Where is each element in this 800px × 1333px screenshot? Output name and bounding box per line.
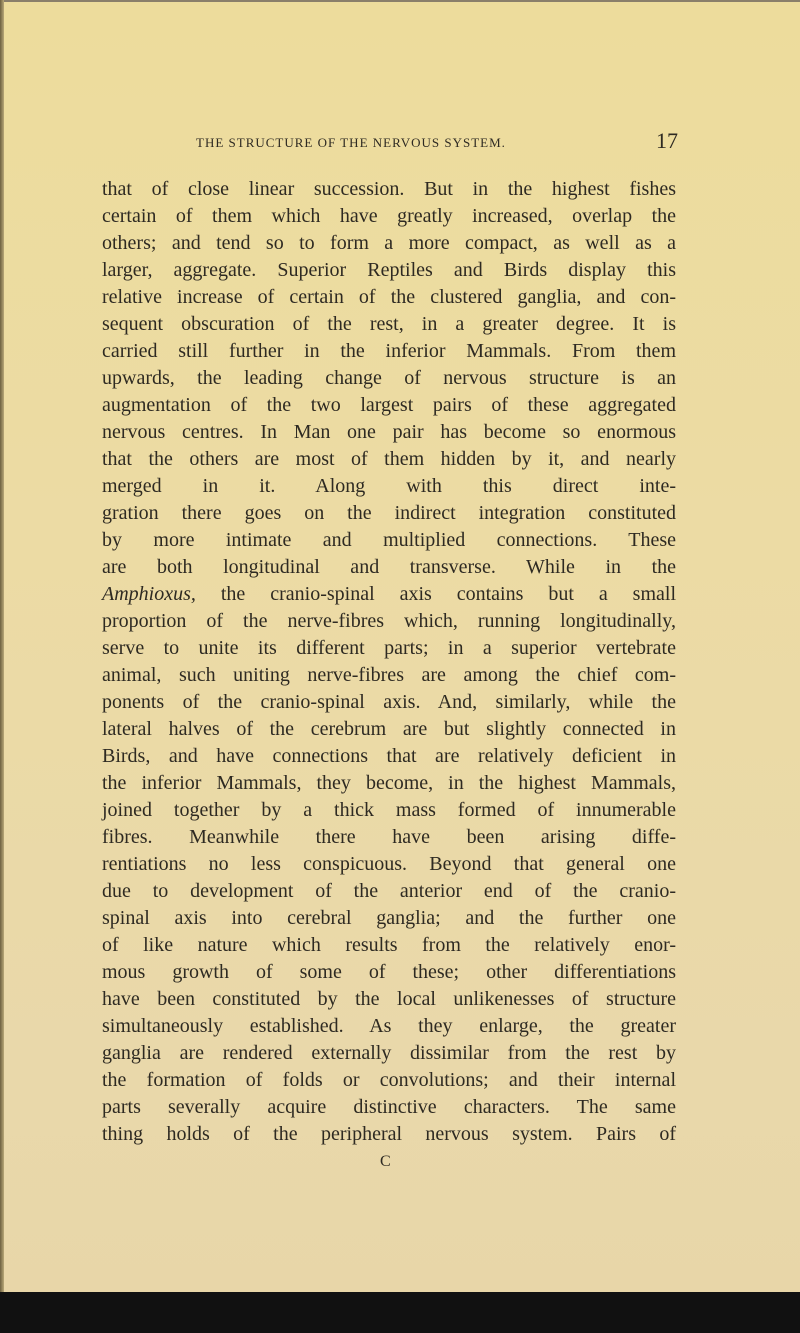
text-line: of like nature which results from the relatively enor- — [102, 934, 676, 956]
body-text — [102, 176, 676, 1148]
page-top-edge — [0, 0, 800, 2]
text-line: thing holds of the peripheral nervous system. Pairs of — [102, 1123, 676, 1145]
text-line: simultaneously established. As they enlarge, the greater — [102, 1015, 676, 1037]
text-line: the inferior Mammals, they become, in the highest Mammals, — [102, 772, 676, 794]
text-line: are both longitudinal and transverse. While in the — [102, 556, 676, 578]
text-line: merged in it. Along with this direct inte- — [102, 475, 676, 497]
text-line: that of close linear succession. But in the highest fishes — [102, 178, 676, 200]
text-line: sequent obscuration of the rest, in a greater degree. It is — [102, 313, 676, 335]
text-line: rentiations no less conspicuous. Beyond that general one — [102, 853, 676, 875]
page-binding-edge — [0, 0, 4, 1292]
text-line: fibres. Meanwhile there have been arising diffe- — [102, 826, 676, 848]
text-line: larger, aggregate. Superior Reptiles and Birds display this — [102, 259, 676, 281]
line-text: the cranio-spinal axis contains but a small — [195, 583, 676, 605]
text-line: nervous centres. In Man one pair has become so enormous — [102, 421, 676, 443]
signature-mark: C — [380, 1153, 391, 1170]
text-line: have been constituted by the local unlikenesses of structure — [102, 988, 676, 1010]
text-line: augmentation of the two largest pairs of these aggregated — [102, 394, 676, 416]
text-line: animal, such uniting nerve-fibres are among the chief com- — [102, 664, 676, 686]
italic-term: Amphioxus, — [102, 583, 196, 605]
text-line: spinal axis into cerebral ganglia; and the further one — [102, 907, 676, 929]
text-line: that the others are most of them hidden by it, and nearly — [102, 448, 676, 470]
text-line: others; and tend so to form a more compact, as well as a — [102, 232, 676, 254]
text-line: ponents of the cranio-spinal axis. And, similarly, while the — [102, 691, 676, 713]
text-line: serve to unite its different parts; in a superior vertebrate — [102, 637, 676, 659]
text-line: parts severally acquire distinctive characters. The same — [102, 1096, 676, 1118]
text-line: by more intimate and multiplied connections. These — [102, 529, 676, 551]
text-line: certain of them which have greatly increased, overlap the — [102, 205, 676, 227]
text-line: the formation of folds or convolutions; and their internal — [102, 1069, 676, 1091]
text-line: joined together by a thick mass formed of innumerable — [102, 799, 676, 821]
text-line — [102, 581, 676, 608]
text-line: gration there goes on the indirect integration constituted — [102, 502, 676, 524]
text-line: upwards, the leading change of nervous structure is an — [102, 367, 676, 389]
text-line: relative increase of certain of the clustered ganglia, and con- — [102, 286, 676, 308]
text-line: carried still further in the inferior Mammals. From them — [102, 340, 676, 362]
text-line: mous growth of some of these; other differentiations — [102, 961, 676, 983]
page-header — [196, 128, 678, 156]
text-line: lateral halves of the cerebrum are but slightly connected in — [102, 718, 676, 740]
text-line: Birds, and have connections that are relatively deficient in — [102, 745, 676, 767]
text-line: ganglia are rendered externally dissimilar from the rest by — [102, 1042, 676, 1064]
text-line: due to development of the anterior end of the cranio- — [102, 880, 676, 902]
page-number: 17 — [656, 128, 678, 153]
text-line: proportion of the nerve-fibres which, running longitudinally, — [102, 610, 676, 632]
running-title: THE STRUCTURE OF THE NERVOUS SYSTEM. — [196, 135, 506, 150]
page-bottom-edge — [0, 1292, 800, 1333]
